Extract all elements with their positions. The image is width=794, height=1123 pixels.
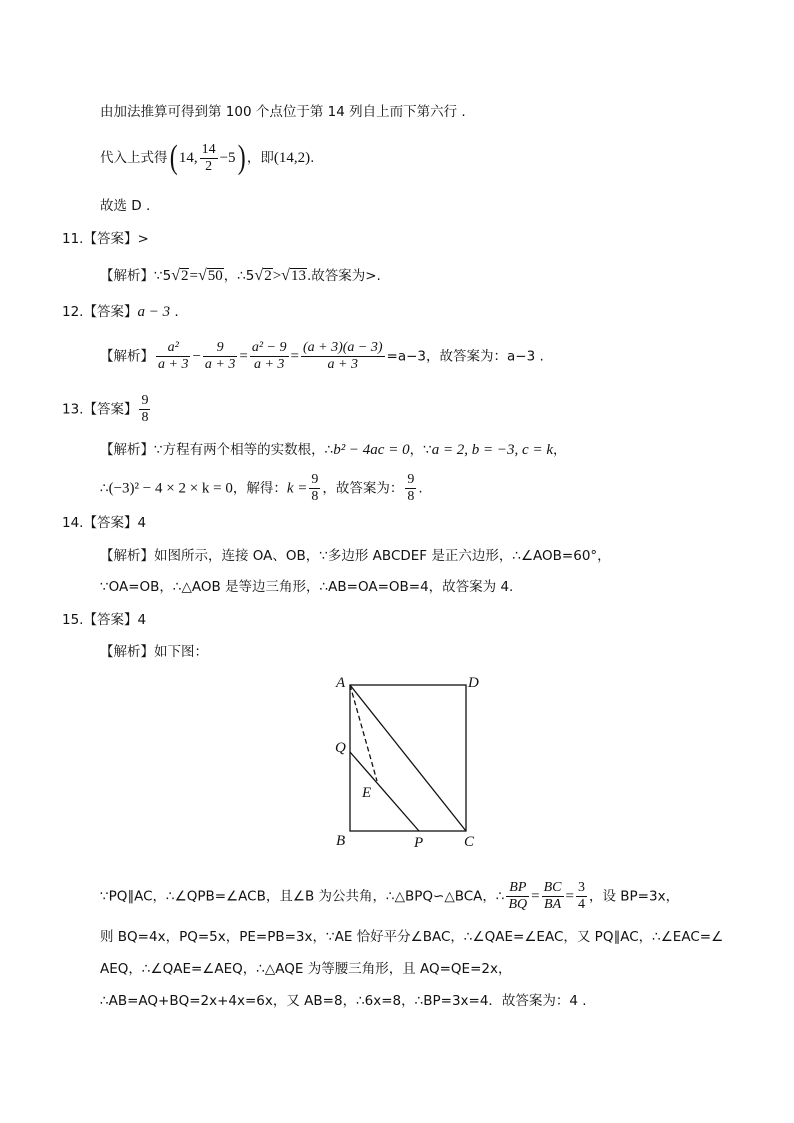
fraction xyxy=(309,472,320,505)
text: ，故答案为： xyxy=(322,480,404,497)
text: . xyxy=(170,304,179,320)
fraction-num: 9 xyxy=(203,340,237,357)
fraction xyxy=(203,340,237,373)
left-paren: ( xyxy=(169,139,178,176)
math: > xyxy=(272,268,282,284)
text: ，解得： xyxy=(232,480,287,497)
sqrt: 50 xyxy=(207,268,223,284)
fraction-num: (a + 3)(a − 3) xyxy=(302,340,383,355)
text: .故答案为>. xyxy=(306,268,381,284)
q13-analysis-line2 xyxy=(100,472,423,505)
sqrt: 13 xyxy=(290,268,306,284)
fraction-num: 9 xyxy=(311,472,319,487)
right-paren: ) xyxy=(237,139,246,176)
text: . xyxy=(418,480,423,497)
text: ， xyxy=(553,442,567,458)
segment-ac xyxy=(350,685,466,831)
fraction-num: 9 xyxy=(407,472,415,487)
text: 12.【答案】 xyxy=(62,304,138,320)
text: ，∵ xyxy=(409,442,432,458)
fraction-den: a + 3 xyxy=(158,357,189,372)
text: 【解析】∵方程有两个相等的实数根，∴ xyxy=(100,442,334,458)
math: (−3)² − 4 × 2 × k = 0 xyxy=(108,480,233,497)
math: a − 3 xyxy=(137,304,171,320)
sqrt-sign: √ xyxy=(171,267,180,284)
fraction xyxy=(576,880,587,913)
fraction xyxy=(542,880,564,913)
q15-answer: 15.【答案】4 xyxy=(62,612,147,628)
math: = xyxy=(189,268,198,284)
fraction-den: 8 xyxy=(407,489,415,504)
q11-answer: 11.【答案】> xyxy=(62,231,149,247)
q14-analysis-line1: 【解析】如图所示，连接 OA、OB，∵多边形 ABCDEF 是正六边形，∴∠AOB=60°， xyxy=(100,548,611,564)
fraction-num: BP xyxy=(506,880,529,897)
fraction xyxy=(405,472,416,505)
fraction xyxy=(156,340,190,373)
text: ，即 xyxy=(246,150,274,166)
label-q: Q xyxy=(335,740,346,756)
text: ∴ xyxy=(100,480,109,497)
q14-analysis-line2: ∵OA=OB，∴△AOB 是等边三角形，∴AB=OA=OB=4，故答案为 4. xyxy=(100,579,514,595)
sqrt: 2 xyxy=(264,268,272,284)
math: a = 2, b = −3, c = k xyxy=(431,442,553,458)
q11-analysis xyxy=(100,268,381,284)
sqrt-sign: √ xyxy=(281,267,290,284)
q13-analysis-line1 xyxy=(100,443,567,458)
q15-analysis-line2 xyxy=(100,880,679,913)
fraction-num: a² xyxy=(156,340,190,357)
math: −5 xyxy=(219,150,236,166)
sqrt: 2 xyxy=(180,268,189,284)
label-c: C xyxy=(464,834,475,850)
fraction-num: 3 xyxy=(577,880,585,895)
fraction-den: 8 xyxy=(311,489,319,504)
text: . xyxy=(310,150,315,166)
math: b² − 4ac = 0 xyxy=(333,442,410,458)
math: = xyxy=(239,348,248,365)
fraction xyxy=(200,142,218,175)
text: 代入上式得 xyxy=(100,150,168,166)
fraction-den: 2 xyxy=(205,158,213,174)
math: = xyxy=(290,348,299,365)
paragraph-choice: 故选 D . xyxy=(100,198,151,214)
fraction-num: BC xyxy=(543,880,562,895)
fraction xyxy=(250,340,289,373)
text: ，∴5 xyxy=(223,268,255,284)
q15-analysis-line4: AEQ，∴∠QAE=∠AEQ，∴△AQE 为等腰三角形，且 AQ=QE=2x， xyxy=(100,961,512,977)
fraction-den: BA xyxy=(544,897,562,912)
q12-answer xyxy=(62,305,179,320)
math: − xyxy=(192,348,201,365)
q15-analysis-line5: ∴AB=AQ+BQ=2x+4x=6x，又 AB=8，∴6x=8，∴BP=3x=4．故答案为：4 . xyxy=(100,993,587,1009)
label-a: A xyxy=(336,675,346,691)
math: = xyxy=(531,888,540,905)
q12-analysis xyxy=(100,340,544,373)
fraction-den: a + 3 xyxy=(327,357,358,372)
text: =a−3，故答案为：a−3 . xyxy=(386,348,544,365)
q15-analysis-intro: 【解析】如下图： xyxy=(100,644,208,660)
fraction-den: a + 3 xyxy=(253,357,285,372)
label-b: B xyxy=(336,833,346,849)
fraction xyxy=(139,393,150,426)
text: ，设 BP=3x， xyxy=(588,888,680,905)
paragraph-conclusion: 由加法推算可得到第 100 个点位于第 14 列自上而下第六行 . xyxy=(100,104,466,120)
text: 13.【答案】 xyxy=(62,401,138,418)
q15-analysis-line3: 则 BQ=4x，PQ=5x，PE=PB=3x，∵AE 恰好平分∠BAC，∴∠QAE=∠EAC，又 PQ∥AC，∴∠EAC=∠ xyxy=(100,929,724,945)
text: ∵PQ∥AC，∴∠QPB=∠ACB，且∠B 为公共角，∴△BPQ∽△BCA，∴ xyxy=(100,888,505,905)
fraction-num: a² − 9 xyxy=(251,340,287,355)
fraction-den: a + 3 xyxy=(204,357,236,372)
text: 【解析】 xyxy=(100,348,154,365)
math: 14 xyxy=(178,150,194,166)
q13-answer xyxy=(62,393,152,426)
geometry-figure xyxy=(330,665,490,855)
fraction xyxy=(506,880,529,913)
sqrt-sign: √ xyxy=(254,267,264,284)
fraction-num: 9 xyxy=(141,393,149,408)
q14-answer: 14.【答案】4 xyxy=(62,515,147,531)
fraction-num: 14 xyxy=(201,141,216,157)
sqrt-sign: √ xyxy=(197,267,207,284)
math-pair: (14,2) xyxy=(273,150,311,166)
label-p: P xyxy=(414,835,424,851)
fraction-den: 4 xyxy=(577,897,585,912)
segment-qp xyxy=(350,752,419,831)
fraction xyxy=(301,340,385,373)
label-e: E xyxy=(362,785,372,801)
comma: , xyxy=(193,150,198,166)
label-d: D xyxy=(468,675,479,691)
text: 【解析】∵5 xyxy=(100,268,172,284)
fraction-den: 8 xyxy=(141,410,149,425)
math: = xyxy=(565,888,574,905)
math: k = xyxy=(286,480,308,497)
fraction-den: BQ xyxy=(508,897,528,912)
paragraph-substitution xyxy=(100,141,314,175)
